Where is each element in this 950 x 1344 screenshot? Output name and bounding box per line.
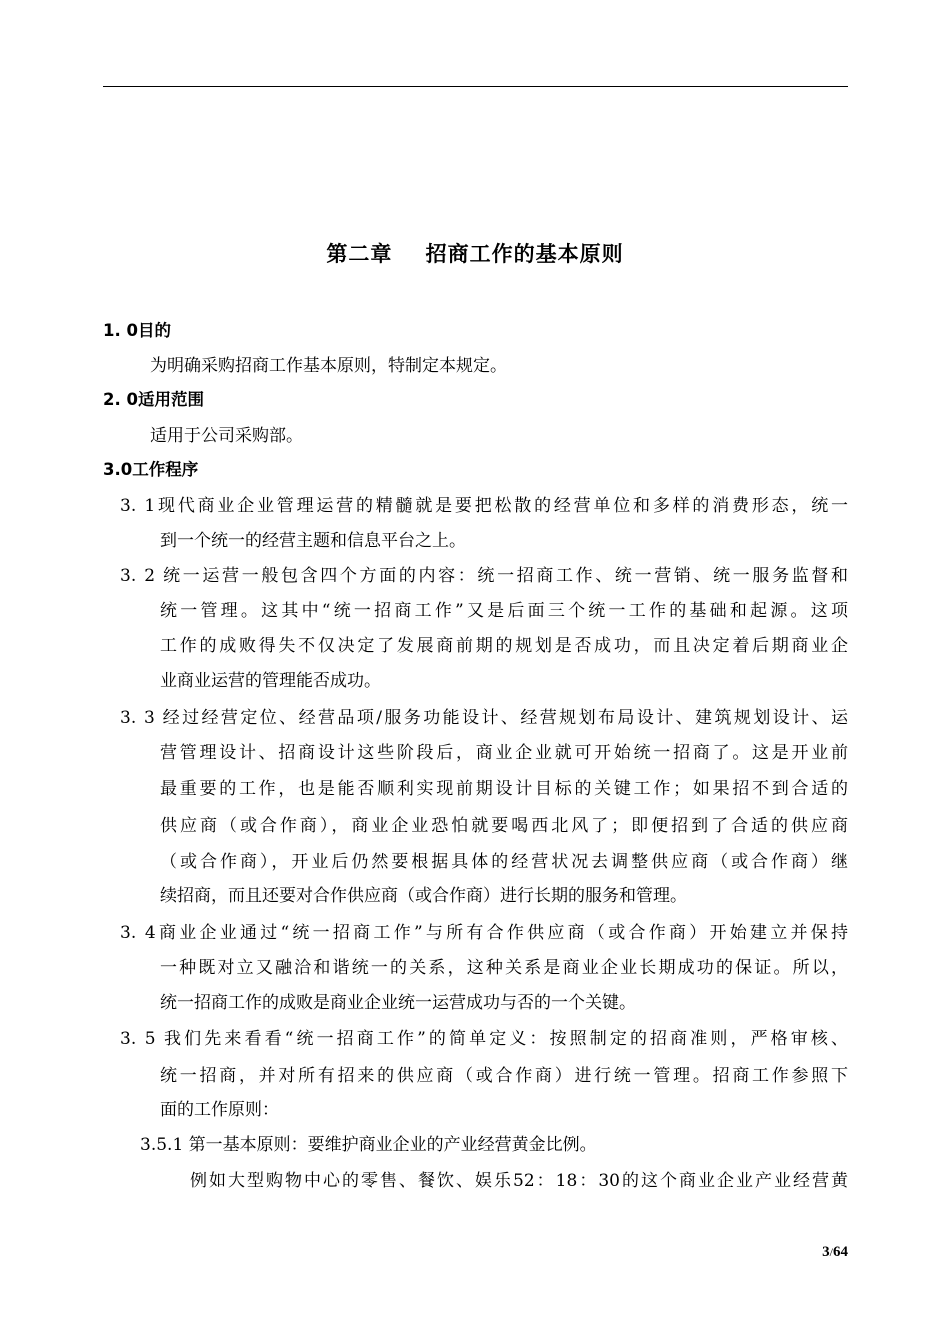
paragraph-line: 3. 1现代商业企业管理运营的精髓就是要把松散的经营单位和多样的消费形态，统一 [120,496,848,516]
paragraph-line: 续招商，而且还要对合作供应商（或合作商）进行长期的服务和管理。 [160,886,687,906]
section-text-scope: 适用于公司采购部。 [150,426,303,446]
paragraph-line: 3. 5 我们先来看看“统一招商工作”的简单定义：按照制定的招商准则，严格审核、 [120,1029,848,1049]
page-separator: / [829,1245,833,1259]
paragraph-line: 统一招商工作的成败是商业企业统一运营成功与否的一个关键。 [160,993,636,1013]
paragraph-line: 例如大型购物中心的零售、餐饮、娱乐52：18：30的这个商业企业产业经营黄 [190,1171,848,1191]
paragraph-line: 3. 4商业企业通过“统一招商工作”与所有合作供应商（或合作商）开始建立并保持 [120,923,848,943]
current-page: 3 [822,1244,830,1260]
paragraph-line: 到一个统一的经营主题和信息平台之上。 [160,531,466,551]
paragraph-line: 统一招商，并对所有招来的供应商（或合作商）进行统一管理。招商工作参照下 [160,1066,848,1086]
header-rule [103,86,848,87]
paragraph-line: （或合作商），开业后仍然要根据具体的经营状况去调整供应商（或合作商）继 [160,852,848,872]
paragraph-line: 3. 3 经过经营定位、经营品项/服务功能设计、经营规划布局设计、建筑规划设计、运 [120,708,848,728]
paragraph-line: 工作的成败得失不仅决定了发展商前期的规划是否成功，而且决定着后期商业企 [160,636,848,656]
section-heading-purpose: 1. 0目的 [103,321,171,340]
section-text-purpose: 为明确采购招商工作基本原则，特制定本规定。 [150,356,507,376]
chapter-title: 第二章 招商工作的基本原则 [326,242,624,266]
paragraph-line: 一种既对立又融洽和谐统一的关系，这种关系是商业企业长期成功的保证。所以， [160,958,848,978]
page-number [822,1244,848,1261]
paragraph-line: 3. 2 统一运营一般包含四个方面的内容：统一招商工作、统一营销、统一服务监督和 [120,566,848,586]
subsection-heading: 3.5.1 第一基本原则：要维护商业企业的产业经营黄金比例。 [140,1135,597,1155]
paragraph-line: 营管理设计、招商设计这些阶段后，商业企业就可开始统一招商了。这是开业前 [160,743,848,763]
paragraph-line: 最重要的工作，也是能否顺利实现前期设计目标的关键工作；如果招不到合适的 [160,779,848,799]
section-heading-procedure: 3.0工作程序 [103,460,199,479]
section-heading-scope: 2. 0适用范围 [103,390,204,409]
paragraph-line: 统一管理。这其中“统一招商工作”又是后面三个统一工作的基础和起源。这项 [160,601,848,621]
paragraph-line: 面的工作原则： [160,1100,279,1120]
total-pages: 64 [833,1244,848,1260]
paragraph-line: 业商业运营的管理能否成功。 [160,671,381,691]
paragraph-line: 供应商（或合作商），商业企业恐怕就要喝西北风了；即便招到了合适的供应商 [160,816,848,836]
